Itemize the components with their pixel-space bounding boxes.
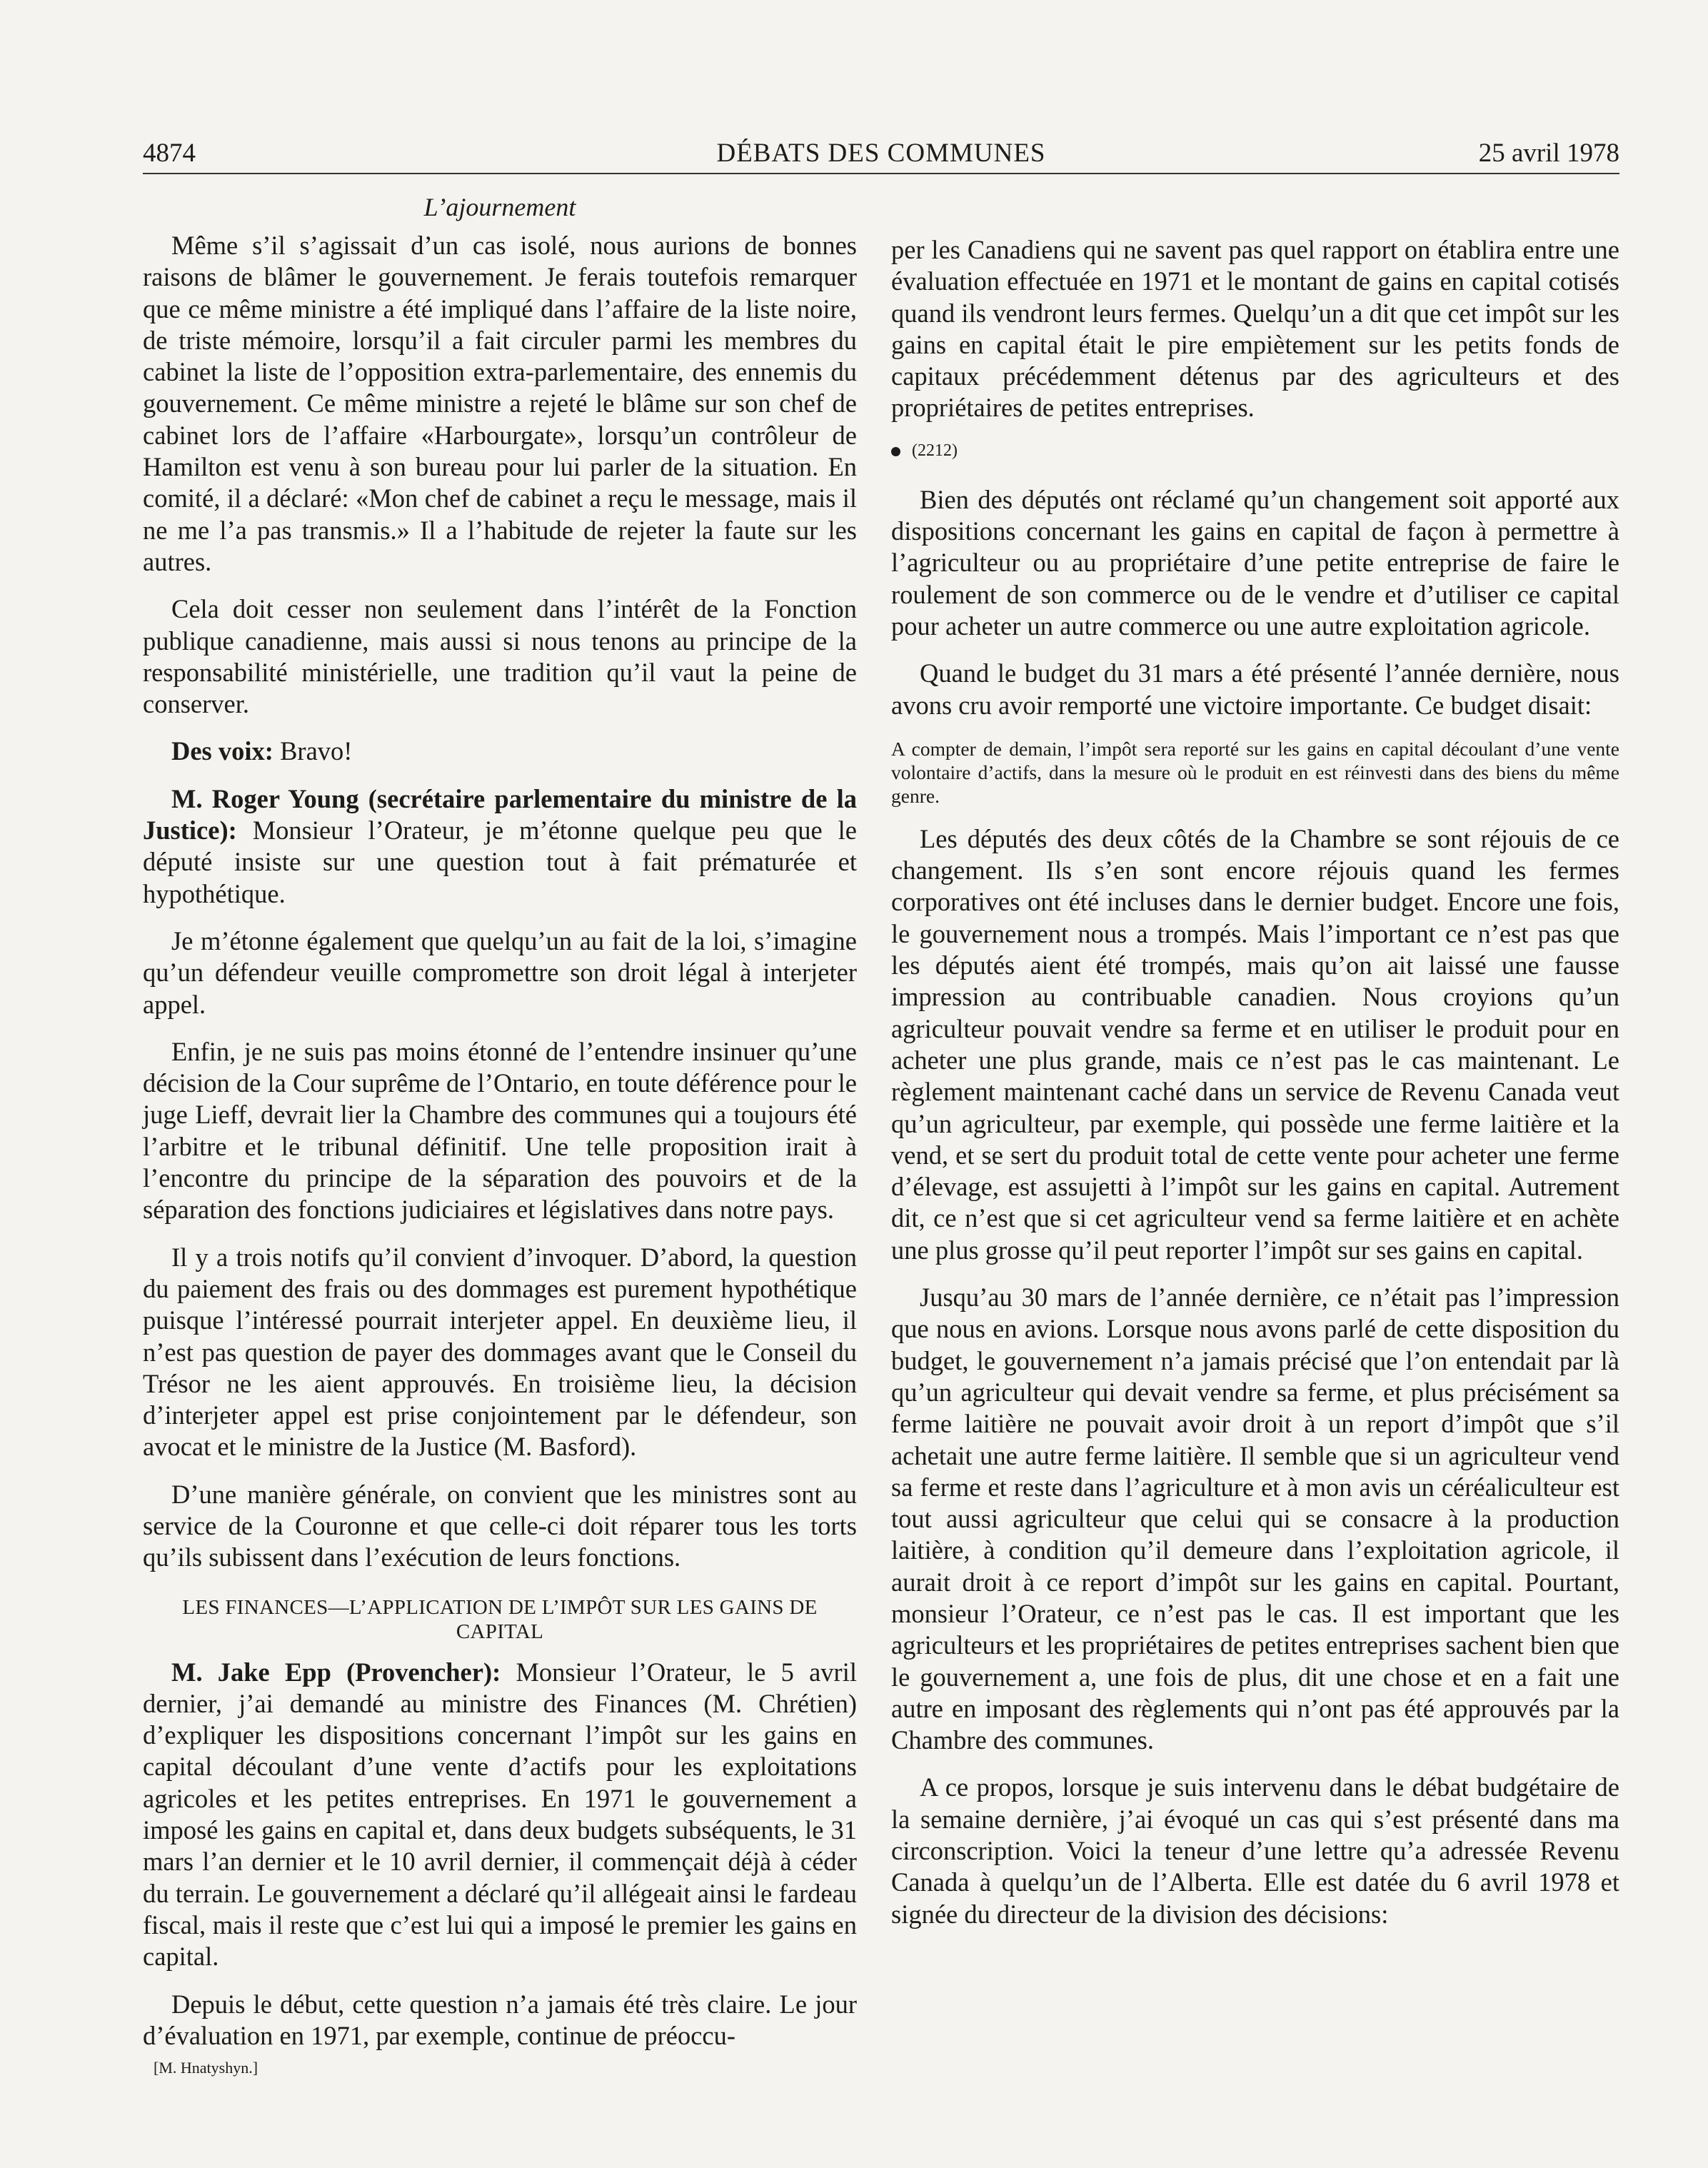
section-title: L’ajournement (423, 193, 576, 221)
timestamp-text: (2212) (912, 441, 958, 460)
speaker-paragraph (143, 736, 857, 767)
paragraph: A ce propos, lorsque je suis intervenu dans le débat budgétaire de la semaine dernière, j’ai évoqué un cas qui s’est présenté dans ma circonscription. Voici la teneur d’une lettre qu’a adressée Revenu Canada à quelqu’un de l’Alberta. Elle est datée du 6 avril 1978 et signée du directeur de la division des décisions: (891, 1772, 1619, 1929)
budget-quote: A compter de demain, l’impôt sera reporté sur les gains en capital découlant d’une vente volontaire d’actifs, dans la mesure où le produit en est réinvesti dans des biens du même genre. (891, 737, 1619, 807)
speaker-footnote: [M. Hnatyshyn.] (154, 2059, 258, 2077)
paragraph: Quand le budget du 31 mars a été présenté l’année dernière, nous avons cru avoir remporté une victoire importante. Ce budget disait: (891, 658, 1619, 720)
speech-text: Monsieur l’Orateur, je m’étonne quelque peu que le député insiste sur une question tout à fait prématurée et hypothétique. (143, 815, 857, 908)
publication-date: 25 avril 1978 (1478, 139, 1619, 168)
paragraph: Même s’il s’agissait d’un cas isolé, nous aurions de bonnes raisons de blâmer le gouvernement. Je ferais toutefois remarquer que ce même ministre a été impliqué dans l’affaire de la liste noire, de triste mémoire, lorsqu’il a fait circuler parmi les membres du cabinet la liste de l’opposition extra-parlementaire, des ennemis du gouvernement. Ce même ministre a rejeté le blâme sur son chef de cabinet lors de l’affaire «Harbourgate», lorsqu’un contrôleur de Hamilton est venu à son bureau pour lui parler de la situation. En comité, il a déclaré: «Mon chef de cabinet a reçu le message, mais il ne me l’a pas transmis.» Il a l’habitude de rejeter la faute sur les autres. (143, 231, 857, 576)
paragraph: Je m’étonne également que quelqu’un au fait de la loi, s’imagine qu’un défendeur veuille compromettre son droit légal à interjeter appel. (143, 925, 857, 1019)
speech-text: Bravo! (273, 736, 353, 766)
paragraph: D’une manière générale, on convient que les ministres sont au service de la Couronne et que celle-ci doit réparer tous les torts qu’ils subissent dans l’exécution de leurs fonctions. (143, 1479, 857, 1572)
paragraph: Depuis le début, cette question n’a jamais été très claire. Le jour d’évaluation en 1971, par exemple, continue de préoccu- (143, 1989, 857, 2050)
speaker-paragraph (143, 1657, 857, 1973)
publication-title: DÉBATS DES COMMUNES (716, 139, 1046, 168)
speaker-name: Des voix: (171, 736, 273, 766)
left-column (143, 193, 857, 2067)
page-header (143, 137, 1619, 174)
paragraph: Jusqu’au 30 mars de l’année dernière, ce n’était pas l’impression que nous en avions. Lorsque nous avons parlé de cette disposition du budget, le gouvernement n’a jamais précisé que l’on entendait par là qu’un agriculteur qui devait vendre sa ferme, et plus précisément sa ferme laitière ne pouvait avoir droit à un report d’impôt que s’il achetait une autre ferme laitière. Il semble que si un agriculteur vend sa ferme et reste dans l’agriculture et à mon avis un céréaliculteur est tout aussi agriculteur que celui qui se consacre à la production laitière, à condition qu’il demeure dans l’exploitation agricole, il aurait droit à ce report d’impôt sur les gains en capital. Pourtant, monsieur l’Orateur, ce n’est pas le cas. Il est important que les agriculteurs et les propriétaires de petites entreprises sachent bien que le gouvernement a, une fois de plus, dit une chose et en a fait une autre en imposant des règlements qui n’ont pas été approuvés par la Chambre des communes. (891, 1283, 1619, 1755)
right-column (891, 234, 1619, 1946)
speaker-name: M. Roger Young (secrétaire parlementaire du ministre de la Justice): (143, 783, 857, 845)
paragraph: Cela doit cesser non seulement dans l’intérêt de la Fonction publique canadienne, mais aussi si nous tenons au principe de la responsabilité ministérielle, une tradition qu’il vaut la peine de conserver. (143, 594, 857, 719)
timestamp (891, 440, 1619, 461)
speech-text: Monsieur l’Orateur, le 5 avril dernier, j’ai demandé au ministre des Finances (M. Chrétien) d’expliquer les dispositions concernant l’impôt sur les gains en capital découlant d’une vente d’actifs pour les exploitations agricoles et les petites entreprises. En 1971 le gouvernement a imposé les gains en capital et, dans deux budgets subséquents, le 31 mars l’an dernier et le 10 avril dernier, il commençait déjà à céder du terrain. Le gouvernement a déclaré qu’il allégeait ainsi le fardeau fiscal, mais il reste que c’est lui qui a imposé le premier les gains en capital. (143, 1657, 857, 1972)
speaker-paragraph (143, 783, 857, 910)
speaker-name: M. Jake Epp (Provencher): (171, 1657, 501, 1687)
paragraph: Enfin, je ne suis pas moins étonné de l’entendre insinuer qu’une décision de la Cour suprême de l’Ontario, en toute déférence pour le juge Lieff, devrait lier la Chambre des communes qui a toujours été l’arbitre et le tribunal définitif. Une telle proposition irait à l’encontre du principe de la séparation des pouvoirs et de la séparation des fonctions judiciaires et législatives dans notre pays. (143, 1036, 857, 1225)
debate-subheading: LES FINANCES—L’APPLICATION DE L’IMPÔT SUR LES GAINS DE CAPITAL (182, 1595, 818, 1643)
paragraph: Les députés des deux côtés de la Chambre se sont réjouis de ce changement. Ils s’en sont encore réjouis quand les fermes corporatives ont été incluses dans le dernier budget. Encore une fois, le gouvernement nous a trompés. Mais l’important ce n’est pas que les députés aient été trompés, mais qu’on ait laissé une fausse impression au contribuable canadien. Nous croyions qu’un agriculteur pouvait vendre sa ferme et en utiliser le produit pour en acheter une plus grande, mais ce n’est pas le cas maintenant. Le règlement maintenant caché dans un service de Revenu Canada veut qu’un agriculteur, par exemple, qui possède une ferme laitière et la vend, et se sert du produit total de cette vente pour acheter une ferme d’élevage, est assujetti à l’impôt sur les gains en capital. Autrement dit, ce n’est que si cet agriculteur vend sa ferme laitière et en achète une plus grosse qu’il peut reporter l’impôt sur ses gains en capital. (891, 823, 1619, 1265)
paragraph: Il y a trois notifs qu’il convient d’invoquer. D’abord, la question du paiement des frais ou des dommages est purement hypothétique puisque l’intéressé pourrait interjeter appel. En deuxième lieu, il n’est pas question de payer des dommages avant que le Conseil du Trésor ne les aient approuvés. En troisième lieu, la décision d’interjeter appel est prise conjointement par le défendeur, son avocat et le ministre de la Justice (M. Basford). (143, 1242, 857, 1462)
bullet-icon (891, 447, 900, 456)
paragraph-continued: per les Canadiens qui ne savent pas quel rapport on établira entre une évaluation effectuée en 1971 et le montant de gains en capital cotisés quand ils vendront leurs fermes. Quelqu’un a dit que cet impôt sur les gains en capital était le pire empiètement sur les petits fonds de capitaux précédemment détenus par des agriculteurs et des propriétaires de petites entreprises. (891, 235, 1619, 423)
page-number: 4874 (143, 139, 196, 168)
paragraph: Bien des députés ont réclamé qu’un changement soit apporté aux dispositions concernant les gains en capital de façon à permettre à l’agriculteur ou au propriétaire d’une petite entreprise de faire le roulement de son commerce ou de le vendre et d’utiliser ce capital pour acheter un autre commerce ou une autre exploitation agricole. (891, 484, 1619, 641)
